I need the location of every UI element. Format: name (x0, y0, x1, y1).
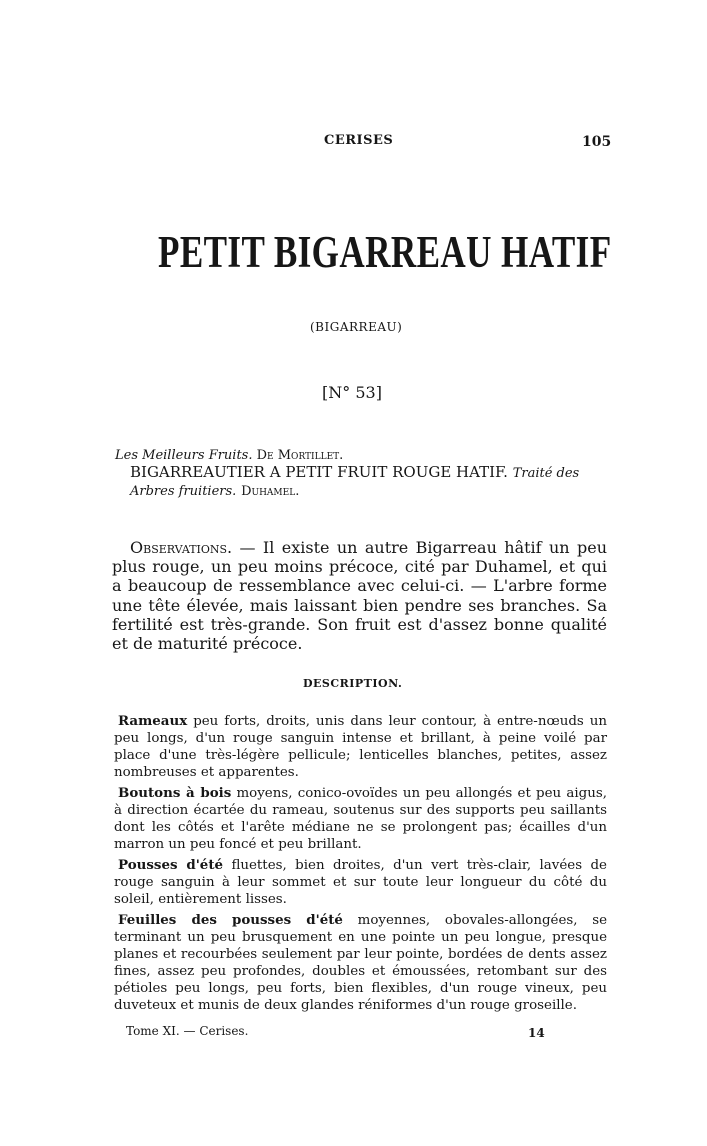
synonym-source: Les Meilleurs Fruits. (115, 448, 253, 463)
description-text: moyens, conico-ovoïdes un peu allongés et peu aigus, à direction écartée du rameau, soutenus sur des supports peu saillants dont les côtés et l'arête médiane ne se prolongent pas; écailles d'un marron un peu foncé et peu brillant. (114, 786, 607, 853)
synonym-1 (115, 447, 595, 464)
observations-label: Observations. (130, 538, 233, 557)
variety-number: [N° 53] (322, 383, 382, 402)
footer-signature: Tome XI. — Cerises. (126, 1024, 249, 1038)
description-paragraph (114, 912, 607, 1015)
description-paragraph (114, 785, 607, 853)
observations-text: — Il existe un autre Bigarreau hâtif un peu plus rouge, un peu moins précoce, cité par Duhamel, et qui a beaucoup de ressemblance avec celui-ci. — L'arbre forme une tête élevée, mais laissant bien pendre ses branches. Sa fertilité est très-grande. Son fruit est d'assez bonne qualité et de maturité précoce. (112, 538, 607, 654)
running-head: CERISES (324, 133, 394, 148)
observations (112, 538, 607, 653)
description-paragraph (114, 857, 607, 908)
description-text: moyennes, obovales-allongées, se terminant un peu brusquement en une pointe un peu longue, presque planes et recourbées seulement par leur pointe, bordées de dents assez fines, assez peu profondes, doubles et émoussées, retombant sur des pétioles peu longs, peu forts, bien flexibles, d'un rouge vineux, peu duveteux et munis de deux glandes réniformes d'un rouge groseille. (114, 913, 608, 1014)
footer-sheet-number: 14 (528, 1026, 545, 1040)
synonym-author: De Mortillet. (256, 448, 344, 463)
synonym-name: BIGARREAUTIER A PETIT FRUIT ROUGE HATIF. (130, 463, 508, 481)
description-term: Pousses d'été (118, 857, 224, 873)
page-title: PETIT BIGARREAU HATIF (158, 227, 612, 277)
description-paragraph (114, 713, 607, 781)
description-term: Feuilles des pousses d'été (118, 912, 343, 928)
description-text: peu forts, droits, unis dans leur contour, à entre-nœuds un peu longs, d'un rouge sanguin intense et brillant, à peine voilé par place d'une très-légère pellicule; lenticelles blanches, petites, assez nombreuses et apparentes. (114, 714, 607, 781)
synonym-author: Duhamel. (241, 484, 300, 499)
description-term: Boutons à bois (118, 785, 232, 801)
description-heading: DESCRIPTION. (303, 677, 403, 690)
page-number: 105 (582, 134, 612, 150)
page-subtitle: (BIGARREAU) (310, 320, 403, 334)
synonym-source: Traité des Arbres fruitiers. (130, 466, 580, 499)
description-text: fluettes, bien droites, d'un vert très-clair, lavées de rouge sanguin à leur sommet et sur toute leur longueur du côté du soleil, entièrement lisses. (114, 858, 607, 908)
description-term: Rameaux (118, 713, 188, 729)
synonym-2 (130, 464, 610, 500)
